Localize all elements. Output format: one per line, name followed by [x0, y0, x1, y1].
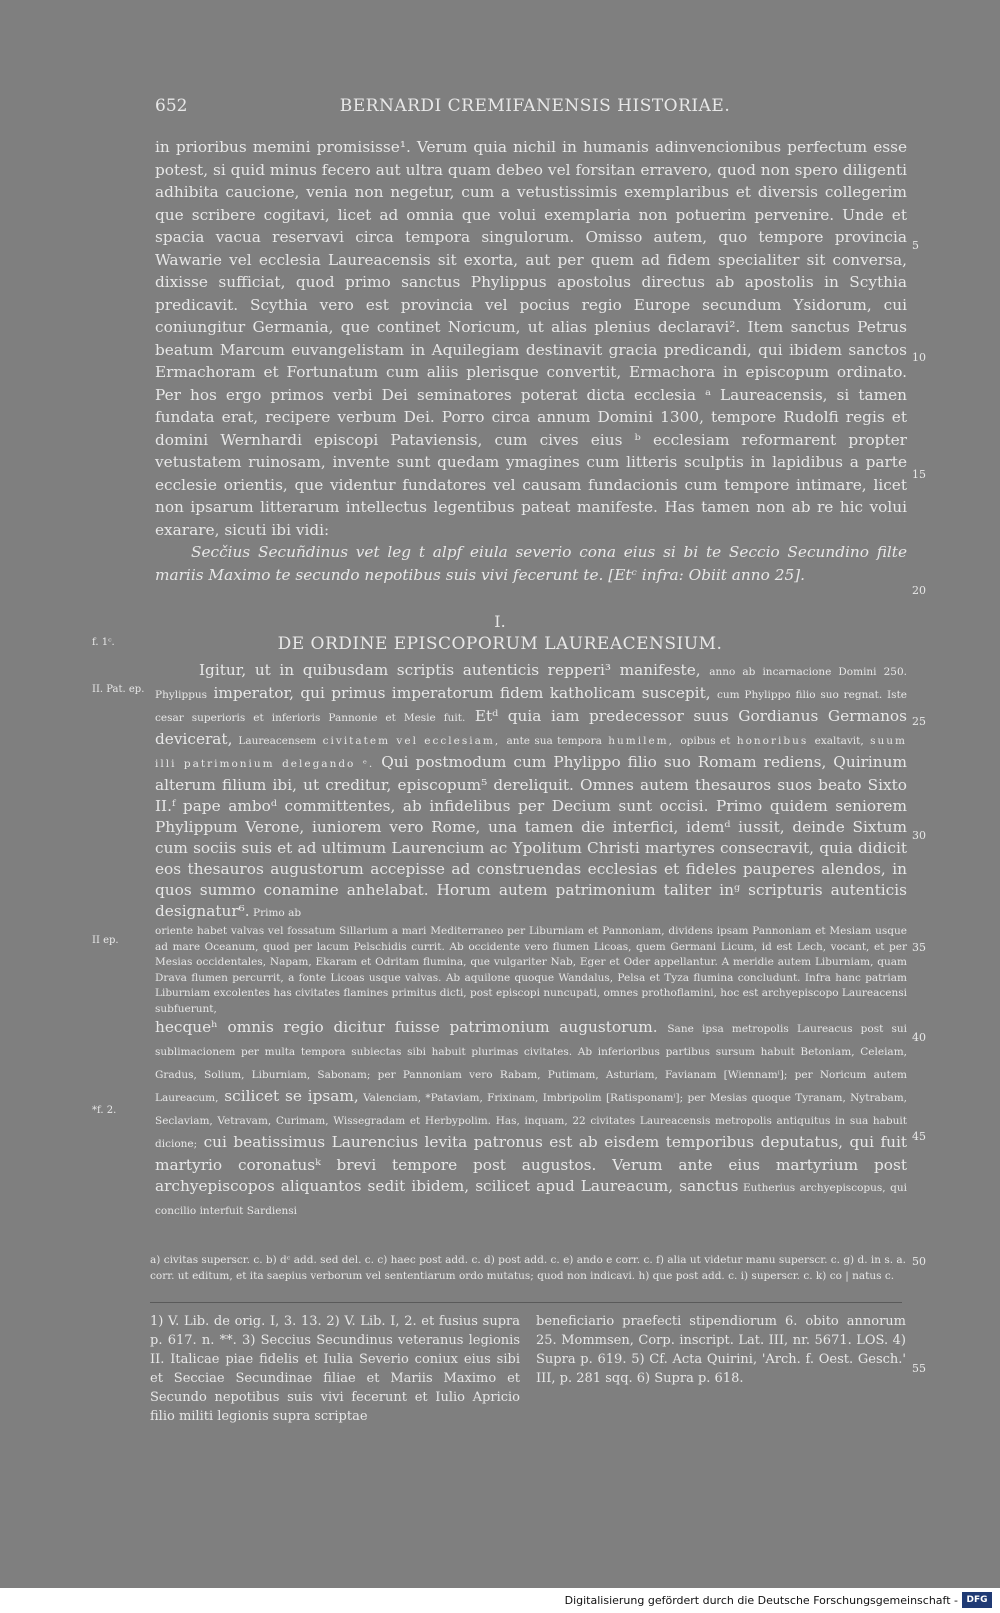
- small-run: Eutherius archyepiscopus, qui concilio interfuit Sardiensi: [155, 1182, 907, 1217]
- quote-tail-italic: Obiit anno: [688, 565, 770, 584]
- line-number: 45: [912, 1130, 926, 1143]
- spaced-run: suum illi patrimonium delegando ᵉ.: [155, 735, 907, 770]
- line-number: 55: [912, 1362, 926, 1375]
- small-run: exaltavit,: [814, 735, 864, 747]
- line-number: 25: [912, 715, 926, 728]
- line-number: 20: [912, 584, 926, 597]
- line-number: 50: [912, 1255, 926, 1268]
- inscription-quote: [155, 541, 907, 586]
- boundary-description: oriente habet valvas vel fossatum Sillarium a mari Mediterraneo per Liburniam et Pannoniam, dividens ipsam Pannoniam et Mesiam usque ad mare Oceanum, quod per lacum Pelschidis currit. Ab occidente vero flumen Licoas, quem Germani Licum, id est Lech, vocant, et per Mesias occidentales, Napam, Ekaram et Odritam flumina, que vulgariter Nab, Eger et Oder appellantur. A meridie autem Liburniam, quam Drava flumen percurrit, a fonte Licoas usque valvas. Ab aquilone quoque Wandalus, Pelsa et Tyza flumina concludunt. Infra hanc patriam Liburniam excolentes has civitates flamines primitus dicti, post episcopi nuncupati, omnes prothoflamini, hoc est archyepiscopo Laureacensi subfuerunt,: [155, 925, 907, 1015]
- text-run: hecqueʰ omnis regio dicitur fuisse patrimonium augustorum.: [155, 1018, 668, 1036]
- small-run: cum Phylippo filio suo regnat. Iste cesar superioris et inferioris Pannonie et Mesie fuit.: [155, 689, 908, 724]
- margin-note: *f. 2.: [92, 1105, 117, 1116]
- quote-tail-b: 25].: [769, 565, 806, 584]
- text-run: scilicet se ipsam,: [218, 1087, 359, 1105]
- line-number: 40: [912, 1031, 926, 1044]
- section-body: [155, 660, 907, 1222]
- main-text: [155, 136, 907, 586]
- critical-apparatus: a) civitas superscr. c. b) dᶜ add. sed del. c. c) haec post add. c. d) post add. c. e) ando e corr. c. f) alia ut videtur manu superscr. c. g) d. in s. a. corr. ut editum, et ita saepius verborum vel sententiarum ordo mutatus; quod non indicavi. h) que post add. c. i) superscr. c. k) co | natus c.: [150, 1254, 907, 1282]
- page-number: 652: [155, 96, 188, 116]
- small-run: ante sua tempora: [506, 735, 602, 747]
- margin-note: II ep.: [92, 935, 119, 946]
- line-number: 5: [912, 239, 919, 252]
- small-run: anno ab incarnacione Domini 250. Phylippus: [155, 666, 907, 701]
- inscription-text: Secčius Secuñdinus vet leg t alpf eiula severio cona eius si bi te Seccio Secundino filte mariis Maximo te secundo nepotibus suis vivi fecerunt te.: [155, 543, 907, 584]
- text-run: Igitur, ut in quibusdam scriptis autenticis repperi³ manifeste,: [199, 661, 710, 679]
- margin-note: II. Pat. ep.: [92, 684, 145, 695]
- spaced-run: humilem,: [601, 735, 681, 747]
- quote-tail-a: [Etᶜ infra:: [608, 565, 689, 584]
- small-run: opibus et: [680, 735, 731, 747]
- funding-notice: Digitalisierung gefördert durch die Deutsche Forschungsgemeinschaft -: [564, 1594, 958, 1607]
- section-title: DE ORDINE EPISCOPORUM LAUREACENSIUM.: [277, 634, 723, 654]
- small-run: Laureacensem: [238, 735, 317, 747]
- page-header: [155, 96, 915, 120]
- line-number: 35: [912, 941, 926, 954]
- digitization-footer: [0, 1588, 1000, 1613]
- margin-note: f. 1ᶜ.: [92, 637, 115, 648]
- spaced-run: honoribus: [730, 735, 815, 747]
- small-run: Sane ipsa metropolis Laureacus post sui sublimacionem per multa tempora subiectas sibi habuit plurimas civitates. Ab inferioribus partibus sursum habuit Betoniam, Celeiam, Gradus, Solium, Liburniam, Sabonam; per Pannoniam vero Rabam, Putimam, Asturiam, Favianam [Wiennamⁱ]; per Noricum autem Laureacum,: [155, 1023, 907, 1104]
- small-run: Valenciam, *Pataviam, Frixinam, Imbripolim [Ratisponamⁱ]; per Mesias quoque Tyranam, Nytrabam, Seclaviam, Vetravam, Curimam, Wissegradam et Herbypolim. Has, inquam, 22 civitates Laureacensis metropolis antiquitus in sua habuit dicione;: [155, 1092, 908, 1150]
- section-paragraph-2: [155, 1017, 907, 1222]
- line-number: 15: [912, 468, 926, 481]
- text-run: cui beatissimus Laurencius levita patronus est ab eisdem temporibus deputatus, qui fuit martyrio coronatusᵏ brevi tempore post augustos. Verum ante eius martyrium post archyepiscopos aliquantos sedit ibidem, scilicet apud Laureacum, sanctus: [155, 1133, 907, 1195]
- body-paragraph: in prioribus memini promisisse¹. Verum quia nichil in humanis adinvencionibus perfectum esse potest, si quid minus fecero aut ultra quam debeo vel forsitan erravero, quod non spero diligenti adhibita caucione, venia non negetur, cum a vetustissimis exemplaribus et diversis collegerim que scribere cogitavi, licet ad omnia que volui exemplaria non potuerim pervenire. Unde et spacia vacua reservavi circa tempora singulorum. Omisso autem, quo tempore provincia Wawarie vel ecclesia Laureacensis sit exorta, aut per quem ad fidem specialiter sit conversa, dixisse sufficiat, quod primo sanctus Phylippus apostolus directus ab apostolis in Scythia predicavit. Scythia vero est provincia vel pocius regio Europe secundum Ysidorum, cui coniungitur Germania, que continet Noricum, ut alias plenius declaravi². Item sanctus Petrus beatum Marcum euvangelistam in Aquilegiam destinavit gracia predicandi, qui ibidem sanctos Ermachoram et Fortunatum cum aliis plerisque convertit, Ermachora in episcopum ordinato. Per hos ergo primos verbi Dei seminatores poterat dicta ecclesia ᵃ Laureacensis, si tamen fundata erat, recipere verbum Dei. Porro circa annum Domini 1300, tempore Rudolfi regis et domini Wernhardi episcopi Pataviensis, cum cives eius ᵇ ecclesiam reformarent propter vetustatem ruinosam, invente sunt quedam ymagines cum litteris sculptis in lapidibus a parte ecclesie orientis, que videntur fundatores vel causam fundacionis cum tempore intimare, licet non ipsarum litterarum intellectus legentibus pateat manifeste. Has tamen non ab re hic volui exarare, sicuti ibi vidi:: [155, 138, 907, 539]
- line-number: 30: [912, 829, 926, 842]
- section-paragraph: [155, 660, 907, 924]
- running-title: BERNARDI CREMIFANENSIS HISTORIAE.: [339, 96, 731, 116]
- spaced-run: civitatem vel ecclesiam,: [316, 735, 507, 747]
- text-run: Etᵈ quia iam predecessor suus Gordianus Germanos devicerat,: [155, 707, 907, 748]
- footnotes-left-column: 1) V. Lib. de orig. I, 3. 13. 2) V. Lib. I, 2. et fusius supra p. 617. n. **. 3) Seccius Secundinus veteranus legionis II. Italicae piae fidelis et Iulia Severio coniux eius sibi et Secciae Secundinae filiae et Mariis Maximo et Secundo nepotibus suis vivi fecerunt et Iulio Apricio filio militi legionis supra scriptae: [150, 1314, 520, 1424]
- line-number: 10: [912, 351, 926, 364]
- text-run: imperator, qui primus imperatorum fidem katholicam suscepit,: [207, 684, 717, 702]
- text-run: Qui postmodum cum Phylippo filio suo Romam rediens, Quirinum alterum filium ibi, ut creditur, episcopum⁵ dereliquit. Omnes autem thesauros suos beato Sixto II.ᶠ pape amboᵈ committentes, ab infidelibus per Decium sunt occisi. Primo quidem seniorem Phylippum Verone, iuniorem vero Rome, una tamen die interfici, idemᵈ iussit, deinde Sixtum cum sociis suis et ad ultimum Laurencium ac Ypolitum Christi martyres consecravit, quia didicit eos thesauros augustorum accepisse ad construendas ecclesias et fideles pauperes alendos, in quos summo conamine anhelabat. Horum autem patrimonium taliter inᵍ scripturis autenticis designatur⁶.: [155, 753, 907, 920]
- footnotes-right-column: beneficiario praefecti stipendiorum 6. obito annorum 25. Mommsen, Corp. inscript. Lat. III, nr. 5671. LOS. 4) Supra p. 619. 5) Cf. Acta Quirini, 'Arch. f. Oest. Gesch.' III, p. 281 sqq. 6) Supra p. 618.: [536, 1314, 906, 1386]
- dfg-logo[interactable]: DFG: [962, 1592, 992, 1608]
- footnote-divider: [150, 1302, 902, 1303]
- small-run: Primo ab: [249, 907, 302, 919]
- section-number: I.: [494, 612, 506, 631]
